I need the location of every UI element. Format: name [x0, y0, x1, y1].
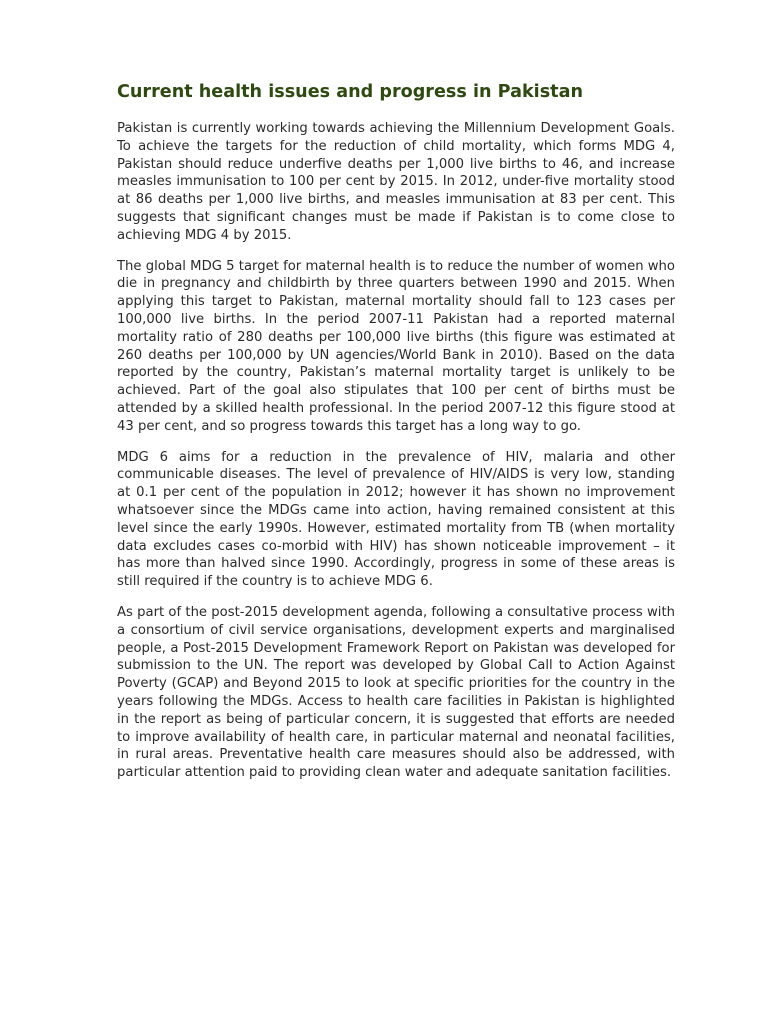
- paragraph-mdg5-maternal-health: The global MDG 5 target for maternal health is to reduce the number of women who die in pregnancy and childbirth by three quarters between 1990 and 2015. When applying this target to Pakistan, maternal mortality should fall to 123 cases per 100,000 live births. In the period 2007-11 Pakistan had a reported maternal mortality ratio of 280 deaths per 100,000 live births (this figure was estimated at 260 deaths per 100,000 by UN agencies/World Bank in 2010). Based on the data reported by the country, Pakistan’s maternal mortality target is unlikely to be achieved. Part of the goal also stipulates that 100 per cent of births must be attended by a skilled health professional. In the period 2007-12 this figure stood at 43 per cent, and so progress towards this target has a long way to go.: [117, 258, 675, 434]
- paragraph-post-2015-agenda: As part of the post-2015 development agenda, following a consultative process with a consortium of civil service organisations, development experts and marginalised people, a Post-2015 Development Framework Report on Pakistan was developed for submission to the UN. The report was developed by Global Call to Action Against Poverty (GCAP) and Beyond 2015 to look at specific priorities for the country in the years following the MDGs. Access to health care facilities in Pakistan is highlighted in the report as being of particular concern, it is suggested that efforts are needed to improve availability of health care, in particular maternal and neonatal facilities, in rural areas. Preventative health care measures should also be addressed, with particular attention paid to providing clean water and adequate sanitation facilities.: [117, 604, 675, 781]
- paragraph-mdg4-child-mortality: Pakistan is currently working towards achieving the Millennium Development Goals. To achieve the targets for the reduction of child mortality, which forms MDG 4, Pakistan should reduce underfive deaths per 1,000 live births to 46, and increase measles immunisation to 100 per cent by 2015. In 2012, under-five mortality stood at 86 deaths per 1,000 live births, and measles immunisation at 83 per cent. This suggests that significant changes must be made if Pakistan is to come close to achieving MDG 4 by 2015.: [117, 121, 675, 243]
- paragraph-mdg6-communicable-diseases: MDG 6 aims for a reduction in the prevalence of HIV, malaria and other communicable diseases. The level of prevalence of HIV/AIDS is very low, standing at 0.1 per cent of the population in 2012; however it has shown no improvement whatsoever since the MDGs came into action, having remained consistent at this level since the early 1990s. However, estimated mortality from TB (when mortality data excludes cases co-morbid with HIV) has shown noticeable improvement – it has more than halved since 1990. Accordingly, progress in some of these areas is still required if the country is to achieve MDG 6.: [117, 449, 675, 590]
- document-title: Current health issues and progress in Pakistan: [117, 82, 583, 102]
- document-page: [117, 80, 675, 795]
